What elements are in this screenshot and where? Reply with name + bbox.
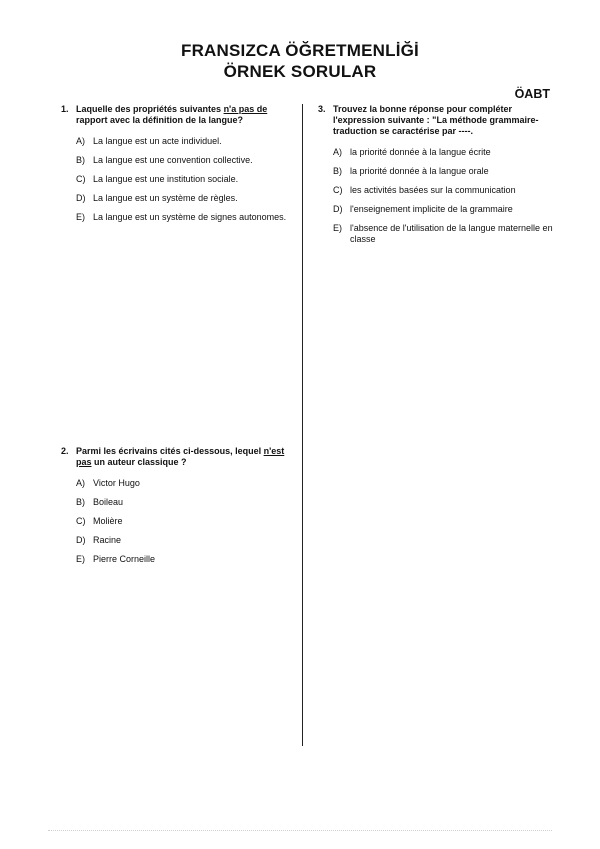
question-text-part: rapport avec la définition de la langue? — [76, 115, 244, 125]
question-number: 3. — [318, 104, 326, 114]
option-text: La langue est un système de règles. — [93, 193, 238, 203]
answer-option-a — [76, 478, 291, 489]
question-text-underlined: n'a pas de — [223, 104, 268, 114]
option-text: les activités basées sur la communication — [350, 185, 516, 195]
question-2 — [61, 446, 291, 573]
option-letter: B) — [333, 166, 342, 176]
option-letter: E) — [333, 223, 342, 233]
question-text-part: Laquelle des propriétés suivantes — [76, 104, 224, 114]
option-letter: C) — [76, 174, 86, 184]
option-letter: A) — [76, 136, 85, 146]
option-letter: A) — [76, 478, 85, 488]
option-text: Pierre Corneille — [93, 554, 156, 564]
question-number: 1. — [61, 104, 69, 114]
answer-options — [61, 136, 291, 223]
question-1 — [61, 104, 291, 231]
question-1-stem — [61, 104, 291, 126]
answer-option-c — [333, 185, 554, 196]
answer-option-d — [76, 535, 291, 546]
answer-option-b — [76, 155, 291, 166]
option-letter: B) — [76, 155, 85, 165]
option-text: Racine — [93, 535, 122, 545]
option-text: la priorité donnée à la langue orale — [350, 166, 489, 176]
option-text: la priorité donnée à la langue écrite — [350, 147, 491, 157]
answer-option-c — [76, 174, 291, 185]
option-text: La langue est un système de signes autonomes. — [93, 212, 287, 222]
question-text-part: Parmi les écrivains cités ci-dessous, lequel — [76, 446, 264, 456]
answer-option-b — [76, 497, 291, 508]
option-letter: A) — [333, 147, 342, 157]
question-text-underlined: n'est pas — [76, 446, 285, 467]
option-text: Victor Hugo — [93, 478, 140, 488]
option-letter: D) — [76, 193, 86, 203]
title-line-1: FRANSIZCA ÖĞRETMENLİĞİ — [181, 41, 419, 60]
answer-option-e — [333, 223, 554, 245]
option-text: l'absence de l'utilisation de la langue maternelle en classe — [350, 223, 553, 244]
answer-option-c — [76, 516, 291, 527]
option-text: Molière — [93, 516, 123, 526]
answer-option-a — [333, 147, 554, 158]
answer-options — [61, 478, 291, 565]
option-letter: E) — [76, 212, 85, 222]
question-3 — [318, 104, 554, 253]
question-text — [76, 446, 291, 468]
question-3-stem — [318, 104, 554, 137]
answer-option-d — [333, 204, 554, 215]
option-letter: C) — [76, 516, 86, 526]
option-text: La langue est un acte individuel. — [93, 136, 222, 146]
question-number: 2. — [61, 446, 69, 456]
answer-option-d — [76, 193, 291, 204]
answer-option-b — [333, 166, 554, 177]
answer-options — [318, 147, 554, 245]
option-letter: C) — [333, 185, 343, 195]
option-letter: D) — [76, 535, 86, 545]
page-title — [0, 40, 600, 82]
column-divider — [302, 104, 303, 746]
option-letter: D) — [333, 204, 343, 214]
question-text: Trouvez la bonne réponse pour compléter l'expression suivante : "La méthode grammaire-traduction se caractérise par ----. — [333, 104, 539, 136]
option-text: La langue est une institution sociale. — [93, 174, 239, 184]
title-line-2: ÖRNEK SORULAR — [223, 62, 377, 81]
option-letter: E) — [76, 554, 85, 564]
footer-rule — [48, 830, 552, 831]
question-text-part: un auteur classique ? — [91, 457, 187, 467]
answer-option-e — [76, 212, 291, 223]
question-text — [76, 104, 291, 126]
answer-option-e — [76, 554, 291, 565]
option-text: Boileau — [93, 497, 124, 507]
question-2-stem — [61, 446, 291, 468]
option-letter: B) — [76, 497, 85, 507]
option-text: La langue est une convention collective. — [93, 155, 253, 165]
option-text: l'enseignement implicite de la grammaire — [350, 204, 513, 214]
exam-code: ÖABT — [514, 87, 550, 101]
answer-option-a — [76, 136, 291, 147]
